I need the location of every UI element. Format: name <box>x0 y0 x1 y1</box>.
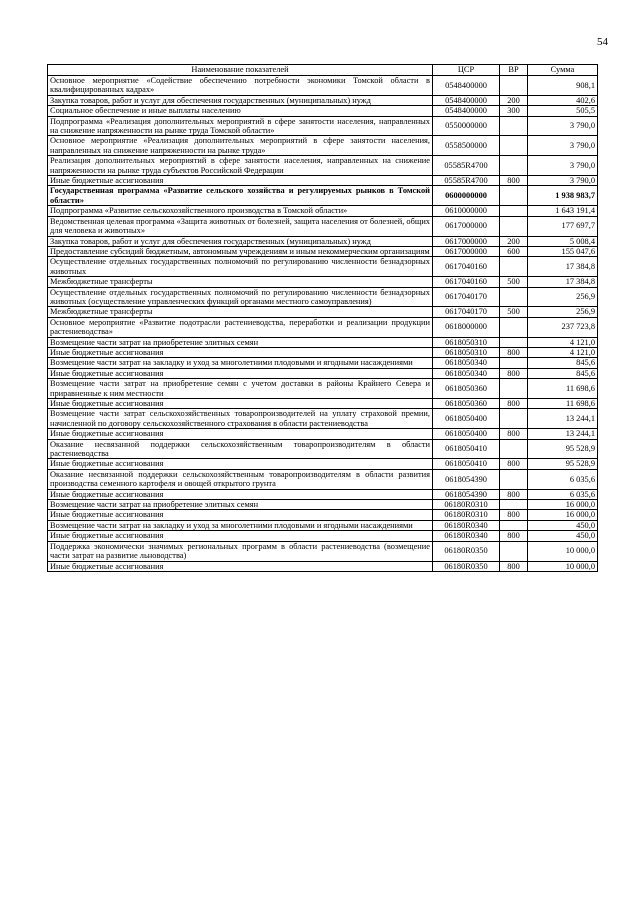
cell-vr: 800 <box>500 459 528 469</box>
table-row <box>48 409 598 429</box>
cell-sum: 11 698,6 <box>528 379 598 399</box>
cell-sum: 1 643 191,4 <box>528 206 598 216</box>
cell-vr <box>500 287 528 307</box>
cell-vr: 800 <box>500 561 528 571</box>
cell-sum: 155 047,6 <box>528 246 598 256</box>
cell-sum: 237 723,8 <box>528 317 598 337</box>
cell-name: Межбюджетные трансферты <box>48 307 433 317</box>
cell-vr: 800 <box>500 489 528 499</box>
cell-csr: 0618050360 <box>433 379 500 399</box>
cell-name: Оказание несвязанной поддержки сельскохозяйственным товаропроизводителям в области растениеводства <box>48 439 433 459</box>
cell-name: Основное мероприятие «Содействие обеспечению потребности экономики Томской области в квалифицированных кадрах» <box>48 76 433 96</box>
cell-name: Иные бюджетные ассигнования <box>48 531 433 541</box>
cell-csr: 0618050410 <box>433 459 500 469</box>
cell-csr: 06180R0350 <box>433 541 500 561</box>
cell-name: Основное мероприятие «Развитие подотрасли растениеводства, переработки и реализации продукции растениеводства» <box>48 317 433 337</box>
cell-sum: 6 035,6 <box>528 489 598 499</box>
cell-vr <box>500 116 528 136</box>
cell-sum: 3 790,0 <box>528 156 598 176</box>
cell-name: Реализация дополнительных мероприятий в сфере занятости населения, направленных на снижение напряженности на рынке труда субъектов Российской Федерации <box>48 156 433 176</box>
cell-csr: 05585R4700 <box>433 156 500 176</box>
page-number: 54 <box>597 36 608 48</box>
cell-vr: 500 <box>500 307 528 317</box>
cell-name: Иные бюджетные ассигнования <box>48 399 433 409</box>
table-row <box>48 489 598 499</box>
cell-sum: 6 035,6 <box>528 469 598 489</box>
cell-sum: 1 938 983,7 <box>528 186 598 206</box>
header-name: Наименование показателей <box>48 65 433 76</box>
cell-csr: 0618050400 <box>433 409 500 429</box>
cell-sum: 17 384,8 <box>528 277 598 287</box>
cell-name: Закупка товаров, работ и услуг для обеспечения государственных (муниципальных) нужд <box>48 95 433 105</box>
table-row <box>48 277 598 287</box>
cell-csr: 05585R4700 <box>433 176 500 186</box>
cell-csr: 0618054390 <box>433 469 500 489</box>
cell-vr: 500 <box>500 277 528 287</box>
table-body <box>48 76 598 572</box>
cell-csr: 06180R0350 <box>433 561 500 571</box>
cell-sum: 402,6 <box>528 95 598 105</box>
cell-vr <box>500 409 528 429</box>
table-row <box>48 561 598 571</box>
cell-sum: 16 000,0 <box>528 500 598 510</box>
cell-csr: 0618054390 <box>433 489 500 499</box>
cell-csr: 0618000000 <box>433 317 500 337</box>
header-csr: ЦСР <box>433 65 500 76</box>
cell-sum: 95 528,9 <box>528 459 598 469</box>
cell-vr <box>500 206 528 216</box>
cell-csr: 0550000000 <box>433 116 500 136</box>
cell-csr: 0618050400 <box>433 429 500 439</box>
table-row <box>48 95 598 105</box>
cell-vr <box>500 76 528 96</box>
cell-sum: 256,9 <box>528 307 598 317</box>
cell-sum: 3 790,0 <box>528 116 598 136</box>
cell-name: Предоставление субсидий бюджетным, автономным учреждениям и иным некоммерческим организациям <box>48 246 433 256</box>
cell-csr: 0618050340 <box>433 368 500 378</box>
table-row <box>48 106 598 116</box>
cell-csr: 0558500000 <box>433 136 500 156</box>
cell-csr: 06180R0340 <box>433 520 500 530</box>
cell-csr: 0618050310 <box>433 347 500 357</box>
table-row <box>48 287 598 307</box>
cell-vr <box>500 337 528 347</box>
cell-sum: 4 121,0 <box>528 347 598 357</box>
cell-sum: 256,9 <box>528 287 598 307</box>
cell-name: Социальное обеспечение и иные выплаты населению <box>48 106 433 116</box>
table-row <box>48 520 598 530</box>
cell-vr: 800 <box>500 347 528 357</box>
cell-sum: 16 000,0 <box>528 510 598 520</box>
cell-vr <box>500 500 528 510</box>
cell-vr <box>500 317 528 337</box>
cell-name: Возмещение части затрат сельскохозяйственных товаропроизводителей на уплату страховой премии, начисленной по договору сельскохозяйственного страхования в области растениеводства <box>48 409 433 429</box>
cell-vr <box>500 136 528 156</box>
cell-vr <box>500 469 528 489</box>
cell-csr: 0618050410 <box>433 439 500 459</box>
cell-sum: 10 000,0 <box>528 541 598 561</box>
table-row <box>48 176 598 186</box>
cell-sum: 17 384,8 <box>528 257 598 277</box>
cell-csr: 0548400000 <box>433 95 500 105</box>
cell-name: Основное мероприятие «Реализация дополнительных мероприятий в сфере занятости населения, направленных на снижение напряженности на рынке труда» <box>48 136 433 156</box>
table-row <box>48 337 598 347</box>
cell-csr: 06180R0310 <box>433 510 500 520</box>
cell-name: Государственная программа «Развитие сельского хозяйства и регулируемых рынков в Томской области» <box>48 186 433 206</box>
table-row <box>48 469 598 489</box>
table-row <box>48 347 598 357</box>
table-row <box>48 257 598 277</box>
cell-vr <box>500 186 528 206</box>
table-row <box>48 236 598 246</box>
budget-table <box>47 64 598 572</box>
table-row <box>48 186 598 206</box>
cell-csr: 0618050360 <box>433 399 500 409</box>
table-header-row <box>48 65 598 76</box>
cell-vr <box>500 439 528 459</box>
table-row <box>48 216 598 236</box>
cell-sum: 3 790,0 <box>528 136 598 156</box>
table-row <box>48 246 598 256</box>
cell-csr: 0548400000 <box>433 76 500 96</box>
table-row <box>48 206 598 216</box>
cell-vr <box>500 358 528 368</box>
cell-vr: 800 <box>500 531 528 541</box>
cell-csr: 0548400000 <box>433 106 500 116</box>
cell-name: Осуществление отдельных государственных полномочий по регулированию численности безнадзорных животных (осуществление управленческих функций органами местного самоуправления) <box>48 287 433 307</box>
cell-csr: 0617000000 <box>433 236 500 246</box>
cell-csr: 0610000000 <box>433 206 500 216</box>
cell-sum: 13 244,1 <box>528 409 598 429</box>
table-row <box>48 500 598 510</box>
table-row <box>48 459 598 469</box>
table-row <box>48 399 598 409</box>
cell-sum: 11 698,6 <box>528 399 598 409</box>
cell-sum: 95 528,9 <box>528 439 598 459</box>
cell-name: Оказание несвязанной поддержки сельскохозяйственным товаропроизводителям в области развития производства семенного картофеля и овощей открытого грунта <box>48 469 433 489</box>
cell-name: Осуществление отдельных государственных полномочий по регулированию численности безнадзорных животных <box>48 257 433 277</box>
cell-name: Закупка товаров, работ и услуг для обеспечения государственных (муниципальных) нужд <box>48 236 433 246</box>
cell-csr: 0600000000 <box>433 186 500 206</box>
cell-vr: 300 <box>500 106 528 116</box>
cell-vr <box>500 520 528 530</box>
table-row <box>48 531 598 541</box>
cell-name: Возмещение части затрат на закладку и уход за многолетними плодовыми и ягодными насаждениями <box>48 358 433 368</box>
cell-vr: 600 <box>500 246 528 256</box>
cell-csr: 0617040170 <box>433 307 500 317</box>
cell-sum: 845,6 <box>528 358 598 368</box>
table-row <box>48 136 598 156</box>
cell-sum: 13 244,1 <box>528 429 598 439</box>
cell-name: Возмещение части затрат на закладку и уход за многолетними плодовыми и ягодными насаждениями <box>48 520 433 530</box>
table-row <box>48 317 598 337</box>
cell-vr <box>500 379 528 399</box>
cell-vr <box>500 257 528 277</box>
cell-name: Иные бюджетные ассигнования <box>48 561 433 571</box>
cell-name: Возмещение части затрат на приобретение семян с учетом доставки в районы Крайнего Севера и приравненные к ним местности <box>48 379 433 399</box>
cell-name: Иные бюджетные ассигнования <box>48 176 433 186</box>
cell-name: Подпрограмма «Развитие сельскохозяйственного производства в Томской области» <box>48 206 433 216</box>
cell-sum: 177 697,7 <box>528 216 598 236</box>
cell-vr: 800 <box>500 368 528 378</box>
header-sum: Сумма <box>528 65 598 76</box>
cell-vr <box>500 541 528 561</box>
cell-sum: 450,0 <box>528 531 598 541</box>
cell-name: Иные бюджетные ассигнования <box>48 368 433 378</box>
cell-csr: 0618050310 <box>433 337 500 347</box>
cell-name: Ведомственная целевая программа «Защита животных от болезней, защита населения от болезней, общих для человека и животных» <box>48 216 433 236</box>
cell-csr: 0617000000 <box>433 246 500 256</box>
cell-sum: 5 008,4 <box>528 236 598 246</box>
cell-vr: 800 <box>500 429 528 439</box>
table-row <box>48 439 598 459</box>
cell-name: Межбюджетные трансферты <box>48 277 433 287</box>
cell-sum: 845,6 <box>528 368 598 378</box>
table-row <box>48 358 598 368</box>
table-row <box>48 429 598 439</box>
cell-sum: 10 000,0 <box>528 561 598 571</box>
cell-vr <box>500 216 528 236</box>
cell-csr: 0617040170 <box>433 287 500 307</box>
table-row <box>48 116 598 136</box>
table-row <box>48 307 598 317</box>
cell-sum: 450,0 <box>528 520 598 530</box>
table-row <box>48 379 598 399</box>
header-vr: ВР <box>500 65 528 76</box>
cell-name: Подпрограмма «Реализация дополнительных мероприятий в сфере занятости населения, направленных на снижение напряженности на рынке труда Томской области» <box>48 116 433 136</box>
table-row <box>48 76 598 96</box>
cell-vr: 200 <box>500 95 528 105</box>
cell-csr: 0617040160 <box>433 257 500 277</box>
cell-name: Возмещение части затрат на приобретение элитных семян <box>48 500 433 510</box>
cell-csr: 0618050340 <box>433 358 500 368</box>
cell-name: Иные бюджетные ассигнования <box>48 489 433 499</box>
cell-name: Возмещение части затрат на приобретение элитных семян <box>48 337 433 347</box>
table-row <box>48 541 598 561</box>
cell-vr: 800 <box>500 399 528 409</box>
cell-csr: 06180R0340 <box>433 531 500 541</box>
cell-sum: 908,1 <box>528 76 598 96</box>
cell-vr: 800 <box>500 510 528 520</box>
cell-name: Поддержка экономически значимых региональных программ в области растениеводства (возмещение части затрат на развитие льноводства) <box>48 541 433 561</box>
table-row <box>48 156 598 176</box>
cell-name: Иные бюджетные ассигнования <box>48 510 433 520</box>
cell-name: Иные бюджетные ассигнования <box>48 429 433 439</box>
cell-sum: 4 121,0 <box>528 337 598 347</box>
cell-csr: 0617000000 <box>433 216 500 236</box>
cell-name: Иные бюджетные ассигнования <box>48 459 433 469</box>
cell-vr: 200 <box>500 236 528 246</box>
table-row <box>48 368 598 378</box>
cell-csr: 0617040160 <box>433 277 500 287</box>
cell-name: Иные бюджетные ассигнования <box>48 347 433 357</box>
cell-vr <box>500 156 528 176</box>
cell-csr: 06180R0310 <box>433 500 500 510</box>
cell-vr: 800 <box>500 176 528 186</box>
cell-sum: 505,5 <box>528 106 598 116</box>
cell-sum: 3 790,0 <box>528 176 598 186</box>
table-row <box>48 510 598 520</box>
